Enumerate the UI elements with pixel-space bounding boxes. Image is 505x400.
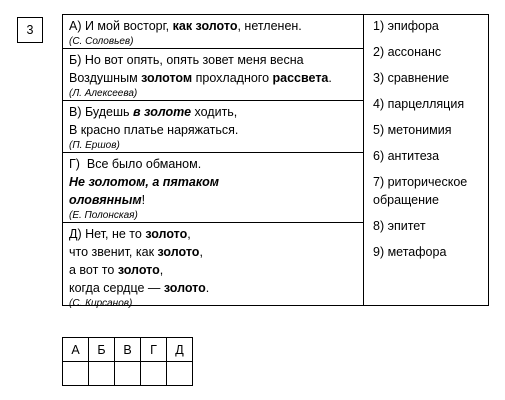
answer-header-d: Д [167,338,193,362]
example-author: (Е. Полонская) [69,210,138,221]
example-author: (П. Ершов) [69,140,120,151]
answer-header-row [63,338,193,362]
example-text-segment: прохладного [192,71,273,85]
option-item: 1) эпифора [373,19,439,33]
example-cell-g [63,153,363,223]
example-text-segment: И мой восторг, [81,19,173,33]
answer-header-b: Б [89,338,115,362]
example-letter-label: Д) [69,227,82,241]
example-line [69,121,357,139]
example-letter-label: Б) [69,53,82,67]
matching-table [62,14,489,309]
example-cell-a [63,15,363,49]
answer-header-v: В [115,338,141,362]
option-item: 2) ассонанс [373,45,442,59]
example-text-segment: , [187,227,191,241]
answer-cell-b[interactable] [89,362,115,386]
option-item: 9) метафора [373,245,447,259]
task-number: 3 [26,23,34,37]
examples-column [63,15,364,309]
option-item: 4) парцелляция [373,97,465,111]
example-text-segment: золото [157,245,200,259]
example-letter-label: А) [69,19,82,33]
example-line [69,243,357,261]
example-line [69,225,357,243]
answer-cell-a[interactable] [63,362,89,386]
example-text-segment: В красно платье наряжаться. [69,123,239,137]
example-text-segment: . [328,71,332,85]
example-text-segment: золотом [141,71,193,85]
example-line [69,261,357,279]
example-line [69,51,357,69]
example-text-segment: золото [163,281,206,295]
answer-table [62,337,193,386]
answer-cell-g[interactable] [141,362,167,386]
example-text-segment: Воздушным [69,71,142,85]
answer-input-row [63,362,193,386]
option-item: 5) метонимия [373,123,452,137]
example-text-segment: Не золотом, а пятаком [69,175,220,189]
example-line [69,17,357,35]
example-text-segment: Нет, не то [81,227,146,241]
option-item: 3) сравнение [373,71,450,85]
example-text-segment: как золото [172,19,238,33]
option-item: 8) эпитет [373,219,426,233]
option-item: 6) антитеза [373,149,440,163]
example-letter-label: В) [69,105,82,119]
example-line [69,279,357,297]
example-text-segment: рассвета [272,71,329,85]
example-line [69,69,357,87]
example-line [69,173,357,191]
example-line [69,191,357,209]
example-text-segment: Все было обманом. [79,157,202,171]
example-line [69,103,357,121]
example-author: (С. Кирсанов) [69,298,133,309]
example-line [69,155,357,173]
example-text-segment: , нетленен. [237,19,302,33]
answer-header-g: Г [141,338,167,362]
example-text-segment: в золоте [133,105,192,119]
example-author: (Л. Алексеева) [69,88,138,99]
example-text-segment: , [199,245,203,259]
example-author: (С. Соловьев) [69,36,134,47]
example-text-segment: Будешь [81,105,133,119]
example-cell-v [63,101,363,153]
option-item: 7) риторическое обращение [373,175,468,207]
example-text-segment: ходить, [191,105,238,119]
example-text-segment: золото [145,227,188,241]
example-text-segment: а вот то [69,263,118,277]
example-cell-d [63,223,363,307]
example-text-segment: когда сердце — [69,281,164,295]
answer-cell-d[interactable] [167,362,193,386]
answer-header-a: А [63,338,89,362]
example-text-segment: Но вот опять, опять зовет меня весна [81,53,304,67]
example-text-segment: что звенит, как [69,245,158,259]
example-cell-b [63,49,363,101]
task-number-box [17,17,43,43]
example-text-segment: . [205,281,210,295]
example-text-segment: золото [117,263,160,277]
example-text-segment: ! [141,193,146,207]
example-text-segment: оловянным [69,193,142,207]
answer-cell-v[interactable] [115,362,141,386]
example-letter-label: Г) [69,157,80,171]
example-text-segment: , [159,263,164,277]
options-column [364,15,488,305]
